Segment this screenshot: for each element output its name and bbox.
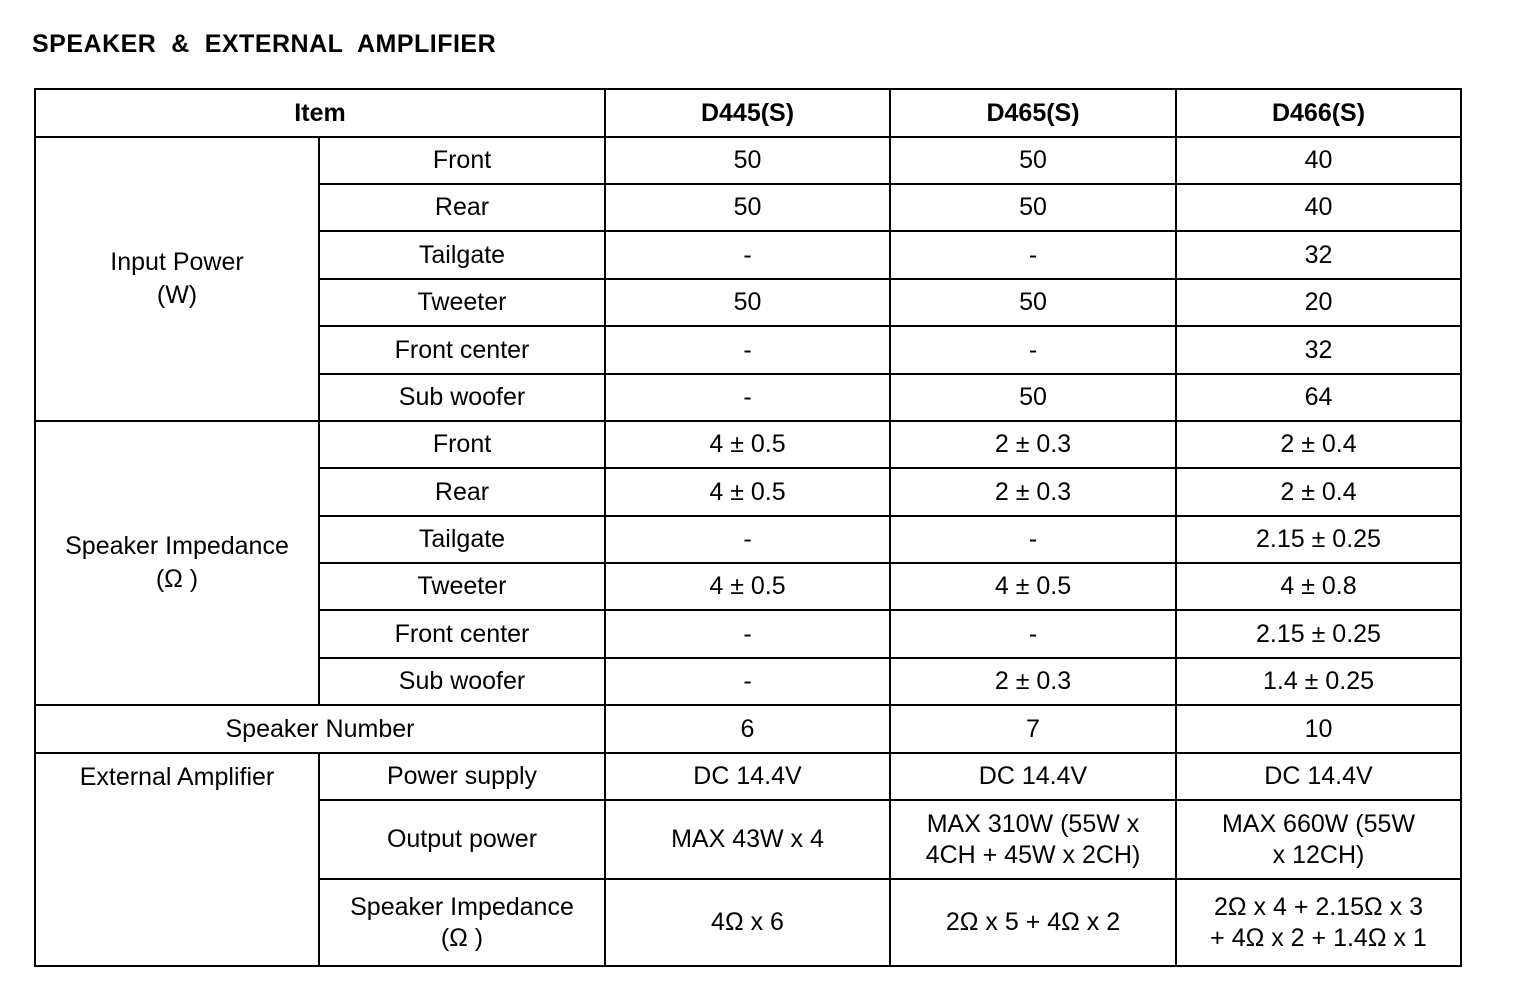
cell-line: MAX 660W (55W [1221, 809, 1416, 838]
row-item-label: Tailgate [319, 231, 605, 279]
table-cell: 2 ± 0.3 [890, 421, 1176, 468]
input-power-unit: (W) [156, 281, 198, 309]
table-cell: - [890, 231, 1176, 279]
table-cell: 4 ± 0.8 [1176, 563, 1461, 610]
speaker-number-label: Speaker Number [35, 705, 605, 753]
row-item-label: Output power [319, 800, 605, 879]
cell-line: Speaker Impedance [350, 892, 574, 921]
table-cell: DC 14.4V [890, 753, 1176, 800]
table-cell: 2 ± 0.3 [890, 468, 1176, 516]
header-model-d465: D465(S) [890, 89, 1176, 137]
header-model-d466: D466(S) [1176, 89, 1461, 137]
table-cell: 2 ± 0.3 [890, 658, 1176, 705]
row-item-label: Front [319, 137, 605, 184]
table-cell: 50 [605, 137, 890, 184]
table-cell: - [605, 516, 890, 563]
table-cell [1176, 800, 1461, 879]
table-cell: 10 [1176, 705, 1461, 753]
table-cell: 32 [1176, 326, 1461, 374]
cell-line: x 12CH) [1272, 840, 1365, 869]
spec-table [34, 88, 1462, 967]
input-power-group-label [35, 137, 319, 421]
speaker-impedance-unit: (Ω ) [155, 565, 199, 593]
table-cell: 6 [605, 705, 890, 753]
table-cell: - [605, 658, 890, 705]
table-cell: 50 [605, 279, 890, 326]
table-cell: 2Ω x 5 + 4Ω x 2 [890, 879, 1176, 966]
row-item-label: Sub woofer [319, 658, 605, 705]
header-item: Item [35, 89, 605, 137]
table-row [35, 421, 1461, 468]
table-cell: 4 ± 0.5 [605, 468, 890, 516]
table-cell: 4Ω x 6 [605, 879, 890, 966]
table-cell: 20 [1176, 279, 1461, 326]
speaker-impedance-label: Speaker Impedance [65, 532, 289, 560]
table-cell: 50 [890, 374, 1176, 421]
cell-line: (Ω ) [440, 923, 484, 952]
table-cell: 40 [1176, 184, 1461, 231]
row-item-label: Front [319, 421, 605, 468]
table-cell: 50 [605, 184, 890, 231]
table-row [35, 137, 1461, 184]
speaker-number-row [35, 705, 1461, 753]
row-item-label [319, 879, 605, 966]
table-cell: DC 14.4V [1176, 753, 1461, 800]
cell-line: + 4Ω x 2 + 1.4Ω x 1 [1210, 923, 1427, 952]
table-cell: 2 ± 0.4 [1176, 421, 1461, 468]
header-row [35, 89, 1461, 137]
table-cell: 50 [890, 137, 1176, 184]
speaker-impedance-group-label [35, 421, 319, 705]
table-cell: 32 [1176, 231, 1461, 279]
row-item-label: Tweeter [319, 563, 605, 610]
table-cell: - [605, 610, 890, 658]
table-cell: 50 [890, 279, 1176, 326]
row-item-label: Rear [319, 468, 605, 516]
table-cell: - [605, 326, 890, 374]
table-cell: 2 ± 0.4 [1176, 468, 1461, 516]
input-power-label: Input Power [110, 248, 244, 276]
table-cell: 7 [890, 705, 1176, 753]
table-cell: - [890, 516, 1176, 563]
table-cell: 2.15 ± 0.25 [1176, 610, 1461, 658]
table-cell: MAX 43W x 4 [605, 800, 890, 879]
cell-line: 2Ω x 4 + 2.15Ω x 3 [1213, 892, 1424, 921]
table-cell: - [890, 610, 1176, 658]
row-item-label: Power supply [319, 753, 605, 800]
table-cell: 2.15 ± 0.25 [1176, 516, 1461, 563]
row-item-label: Tweeter [319, 279, 605, 326]
table-cell [890, 800, 1176, 879]
table-cell: - [605, 374, 890, 421]
table-cell: 4 ± 0.5 [605, 563, 890, 610]
row-item-label: Front center [319, 326, 605, 374]
table-cell: 4 ± 0.5 [605, 421, 890, 468]
table-cell: 64 [1176, 374, 1461, 421]
table-cell [1176, 879, 1461, 966]
cell-line: 4CH + 45W x 2CH) [925, 840, 1141, 869]
row-item-label: Tailgate [319, 516, 605, 563]
table-cell: 40 [1176, 137, 1461, 184]
row-item-label: Rear [319, 184, 605, 231]
table-cell: - [605, 231, 890, 279]
table-cell: 1.4 ± 0.25 [1176, 658, 1461, 705]
cell-line: MAX 310W (55W x [926, 809, 1140, 838]
table-row [35, 753, 1461, 800]
header-model-d445: D445(S) [605, 89, 890, 137]
row-item-label: Sub woofer [319, 374, 605, 421]
table-cell: 4 ± 0.5 [890, 563, 1176, 610]
table-cell: 50 [890, 184, 1176, 231]
page-title: SPEAKER & EXTERNAL AMPLIFIER [32, 30, 497, 58]
table-cell: - [890, 326, 1176, 374]
table-cell: DC 14.4V [605, 753, 890, 800]
external-amplifier-label: External Amplifier [35, 753, 319, 966]
row-item-label: Front center [319, 610, 605, 658]
